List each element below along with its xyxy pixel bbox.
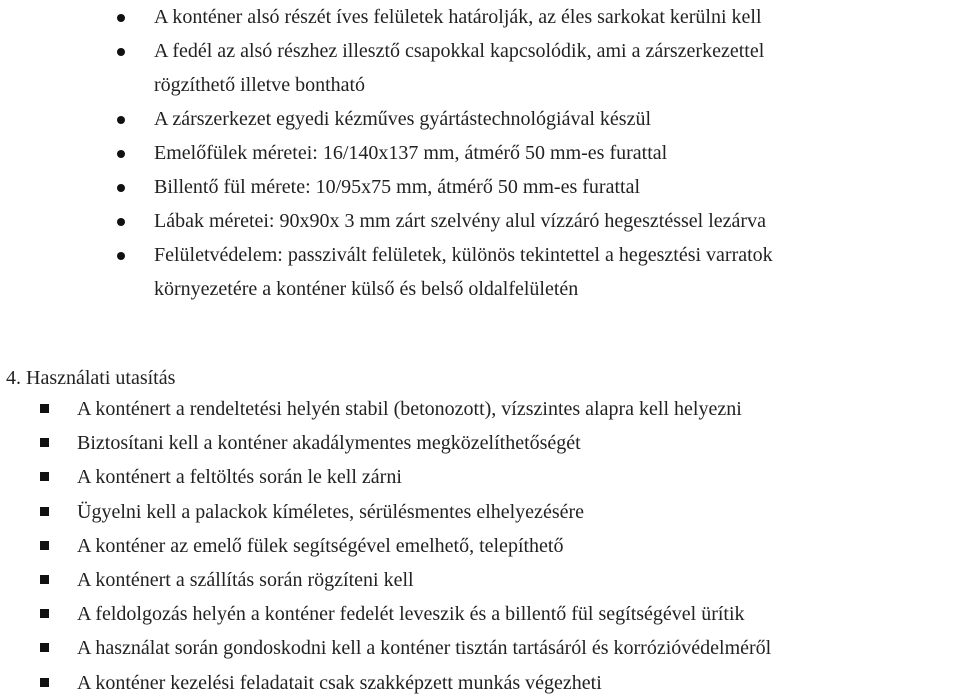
list-item (0, 529, 771, 563)
round-bullet-icon (117, 116, 125, 124)
round-bullet-icon (117, 218, 125, 226)
list-item-text: A használat során gondoskodni kell a konténer tisztán tartásáról és korrózióvédelméről (77, 637, 772, 660)
list-item-text: A zárszerkezet egyedi kézműves gyártástechnológiával készül (154, 108, 652, 130)
list-item-text: A konténert a feltöltés során le kell zárni (77, 466, 402, 489)
list-item (0, 563, 771, 597)
square-bullet-icon (40, 575, 49, 584)
list-item-text: Billentő fül mérete: 10/95x75 mm, átmérő 50 mm-es furattal (154, 176, 640, 198)
list-item (0, 666, 771, 700)
round-bullet-icon (117, 14, 125, 22)
list-item (0, 204, 934, 238)
square-bullet-icon (40, 507, 49, 516)
list-item-text: Ügyelni kell a palackok kíméletes, sérülésmentes elhelyezésére (77, 500, 585, 523)
square-bullet-icon (40, 609, 49, 618)
list-item (0, 102, 934, 136)
instructions-list (0, 392, 771, 700)
list-item (0, 34, 934, 102)
list-item (0, 597, 771, 631)
specification-bullet-list (0, 0, 934, 306)
square-bullet-icon (40, 678, 49, 687)
round-bullet-icon (117, 48, 125, 56)
list-item (0, 631, 771, 665)
list-item (0, 136, 934, 170)
round-bullet-icon (117, 150, 125, 158)
list-item-text: Emelőfülek méretei: 16/140x137 mm, átmérő 50 mm-es furattal (154, 142, 668, 164)
list-item-text: A konténert a szállítás során rögzíteni kell (77, 569, 414, 592)
square-bullet-icon (40, 438, 49, 447)
section-heading: 4. Használati utasítás (6, 367, 176, 389)
list-item-text: A feldolgozás helyén a konténer fedelét leveszik és a billentő fül segítségével ürítik (77, 603, 745, 626)
list-item-text: Biztosítani kell a konténer akadálymentes megközelíthetőségét (77, 432, 581, 455)
list-item-text: A konténert a rendeltetési helyén stabil (betonozott), vízszintes alapra kell helyezni (77, 398, 742, 420)
list-item (0, 392, 771, 426)
list-item-text: A konténer az emelő fülek segítségével emelhető, telepíthető (77, 534, 564, 557)
round-bullet-icon (117, 184, 125, 192)
list-item (0, 238, 934, 306)
round-bullet-icon (117, 252, 125, 260)
list-item (0, 170, 934, 204)
list-item-text: A fedél az alsó részhez illesztő csapokkal kapcsolódik, ami a zárszerkezettel rögzíthető illetve bontható (154, 40, 765, 96)
square-bullet-icon (40, 541, 49, 550)
square-bullet-icon (40, 404, 49, 413)
list-item (0, 426, 771, 460)
list-item-text: Lábak méretei: 90x90x 3 mm zárt szelvény alul vízzáró hegesztéssel lezárva (154, 210, 766, 232)
square-bullet-icon (40, 643, 49, 652)
list-item (0, 460, 771, 494)
list-item-text: A konténer alsó részét íves felületek határolják, az éles sarkokat kerülni kell (154, 6, 762, 28)
list-item (0, 495, 771, 529)
list-item-text: A konténer kezelési feladatait csak szakképzett munkás végezheti (77, 671, 602, 694)
list-item-text: Felületvédelem: passzivált felületek, különös tekintettel a hegesztési varratok környezetére a konténer külső és belső oldalfelületén (154, 244, 773, 300)
square-bullet-icon (40, 472, 49, 481)
list-item (0, 0, 934, 34)
